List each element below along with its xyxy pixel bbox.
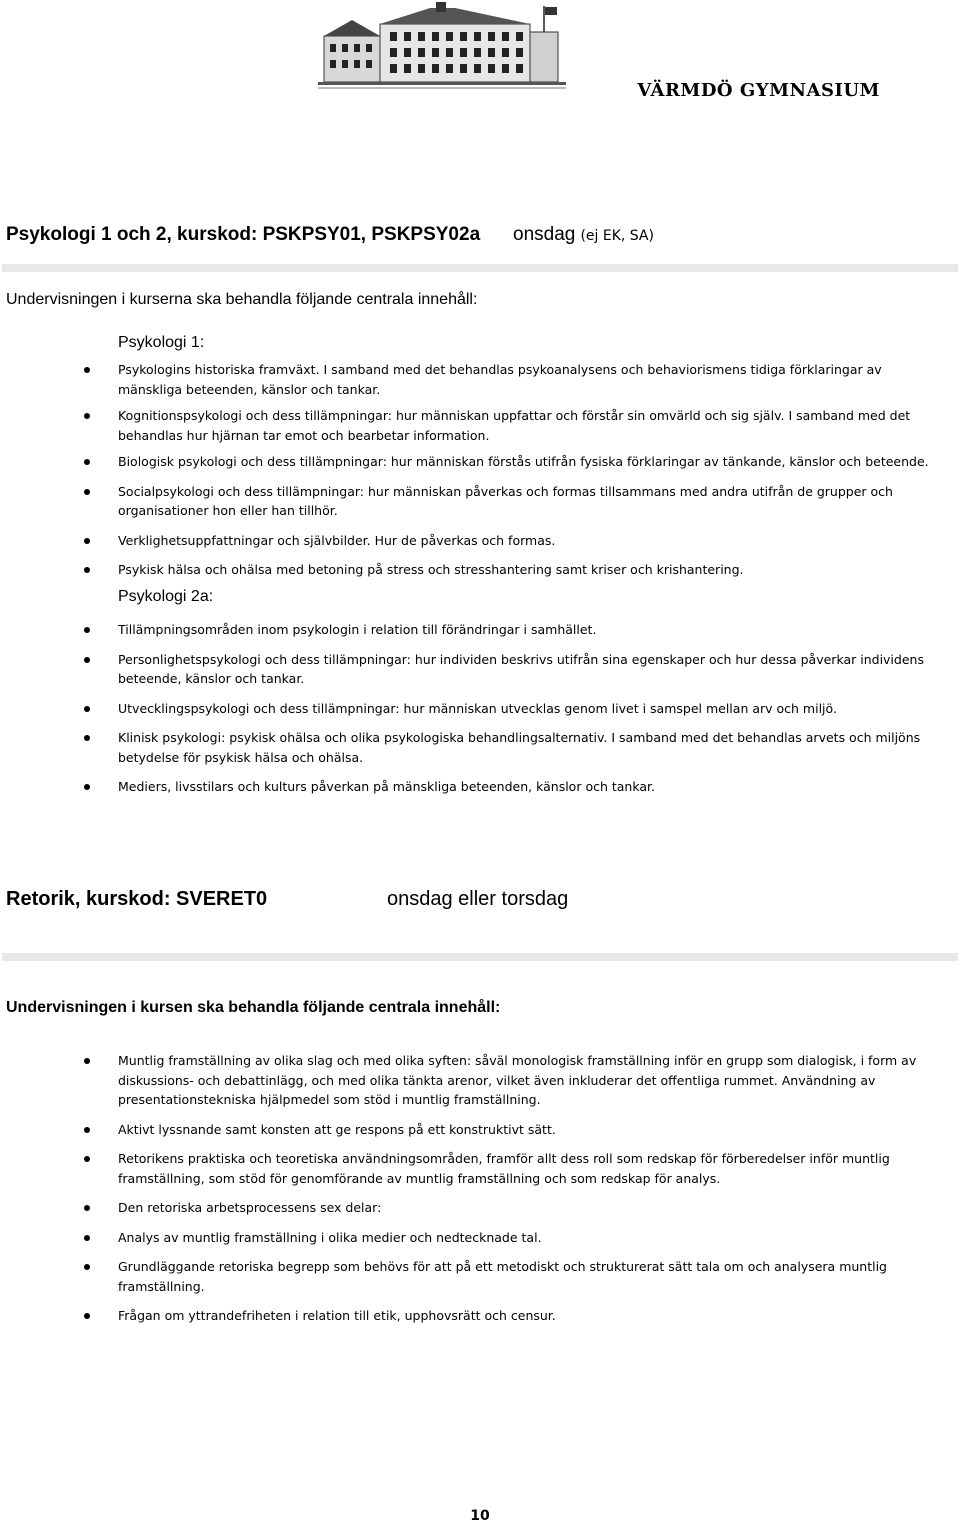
section-intro-retorik: Undervisningen i kursen ska behandla följande centrala innehåll: <box>6 999 501 1016</box>
bullet-icon <box>84 735 90 741</box>
course-title-retorik: Retorik, kurskod: SVERET0 <box>6 888 268 910</box>
list-item: Retorikens praktiska och teoretiska användningsområden, framför allt dess roll som redskap för förberedelser inför muntlig framställning, som stöd för genomförande av muntlig framställning och som redskap för analys. <box>0 1149 960 1188</box>
list-item: Aktivt lyssnande samt konsten att ge respons på ett konstruktivt sätt. <box>0 1120 960 1140</box>
list-item: Psykisk hälsa och ohälsa med betoning på stress och stresshantering samt kriser och krishantering. <box>0 560 960 580</box>
list-item: Socialpsykologi och dess tillämpningar: hur människan påverkas och formas tillsammans med andra utifrån de grupper och organisationer hon eller han tillhör. <box>0 482 960 521</box>
list-item: Muntlig framställning av olika slag och med olika syften: såväl monologisk framställning inför en grupp som dialogisk, i form av diskussions- och debattinlägg, och med olika tänkta arenor, vilket även inkluderar det offentliga rummet. Användning av presentationstekniska hjälpmedel som stöd i muntlig framställning. <box>0 1051 960 1110</box>
course-day: onsdag <box>513 224 576 245</box>
bullet-icon <box>84 413 90 419</box>
page-number: 10 <box>470 1508 490 1524</box>
list-item: Tillämpningsområden inom psykologin i relation till förändringar i samhället. <box>0 620 960 640</box>
bullet-icon <box>84 459 90 465</box>
bullet-icon <box>84 1235 90 1241</box>
school-name: VÄRMDÖ GYMNASIUM <box>637 80 880 101</box>
school-building-logo <box>318 2 566 90</box>
list-item: Kognitionspsykologi och dess tillämpningar: hur människan uppfattar och förstår sin omvärld och sig själv. I samband med det behandlas hur hjärnan tar emot och bearbetar information. <box>0 406 960 445</box>
list-item: Klinisk psykologi: psykisk ohälsa och olika psykologiska behandlingsalternativ. I samband med det behandlas arvets och miljöns betydelse för psykisk hälsa och ohälsa. <box>0 728 960 767</box>
list-item: Verklighetsuppfattningar och självbilder. Hur de påverkas och formas. <box>0 531 960 551</box>
list-item: Biologisk psykologi och dess tillämpningar: hur människan förstås utifrån fysiska förklaringar av tänkande, känslor och beteende. <box>0 452 960 472</box>
bullet-icon <box>84 538 90 544</box>
content-list-retorik <box>0 1051 960 1326</box>
list-item: Psykologins historiska framväxt. I samband med det behandlas psykoanalysens och behaviorismens tidiga förklaringar av mänskliga beteenden, känslor och tankar. <box>0 360 960 399</box>
content-list-psykologi-1 <box>0 360 960 580</box>
course-note: (ej EK, SA) <box>580 228 654 244</box>
course-schedule <box>513 224 654 246</box>
bullet-icon <box>84 657 90 663</box>
list-item: Mediers, livsstilars och kulturs påverkan på mänskliga beteenden, känslor och tankar. <box>0 777 960 797</box>
bullet-icon <box>84 367 90 373</box>
subheading-psykologi-1: Psykologi 1: <box>118 334 205 351</box>
bullet-icon <box>84 706 90 712</box>
list-item: Frågan om yttrandefriheten i relation till etik, upphovsrätt och censur. <box>0 1306 960 1326</box>
bullet-icon <box>84 1156 90 1162</box>
bullet-icon <box>84 1313 90 1319</box>
bullet-icon <box>84 1205 90 1211</box>
list-item: Utvecklingspsykologi och dess tillämpningar: hur människan utvecklas genom livet i samspel mellan arv och miljö. <box>0 699 960 719</box>
bullet-icon <box>84 567 90 573</box>
course-day-retorik: onsdag eller torsdag <box>387 888 569 910</box>
list-item: Analys av muntlig framställning i olika medier och nedtecknade tal. <box>0 1228 960 1248</box>
list-item: Den retoriska arbetsprocessens sex delar: <box>0 1198 960 1218</box>
section-divider <box>2 264 958 272</box>
list-item: Grundläggande retoriska begrepp som behövs för att på ett metodiskt och strukturerat sätt tala om och analysera muntlig framställning. <box>0 1257 960 1296</box>
subheading-psykologi-2a: Psykologi 2a: <box>118 588 214 605</box>
bullet-icon <box>84 1058 90 1064</box>
bullet-icon <box>84 627 90 633</box>
bullet-icon <box>84 489 90 495</box>
bullet-icon <box>84 1264 90 1270</box>
course-title: Psykologi 1 och 2, kurskod: PSKPSY01, PSKPSY02a <box>6 224 481 245</box>
bullet-icon <box>84 784 90 790</box>
list-item: Personlighetspsykologi och dess tillämpningar: hur individen beskrivs utifrån sina egenskaper och hur dessa påverkar individens beteende, känslor och tankar. <box>0 650 960 689</box>
bullet-icon <box>84 1127 90 1133</box>
section-divider <box>2 953 958 961</box>
section-intro: Undervisningen i kurserna ska behandla följande centrala innehåll: <box>6 291 478 308</box>
content-list-psykologi-2a <box>0 620 960 797</box>
